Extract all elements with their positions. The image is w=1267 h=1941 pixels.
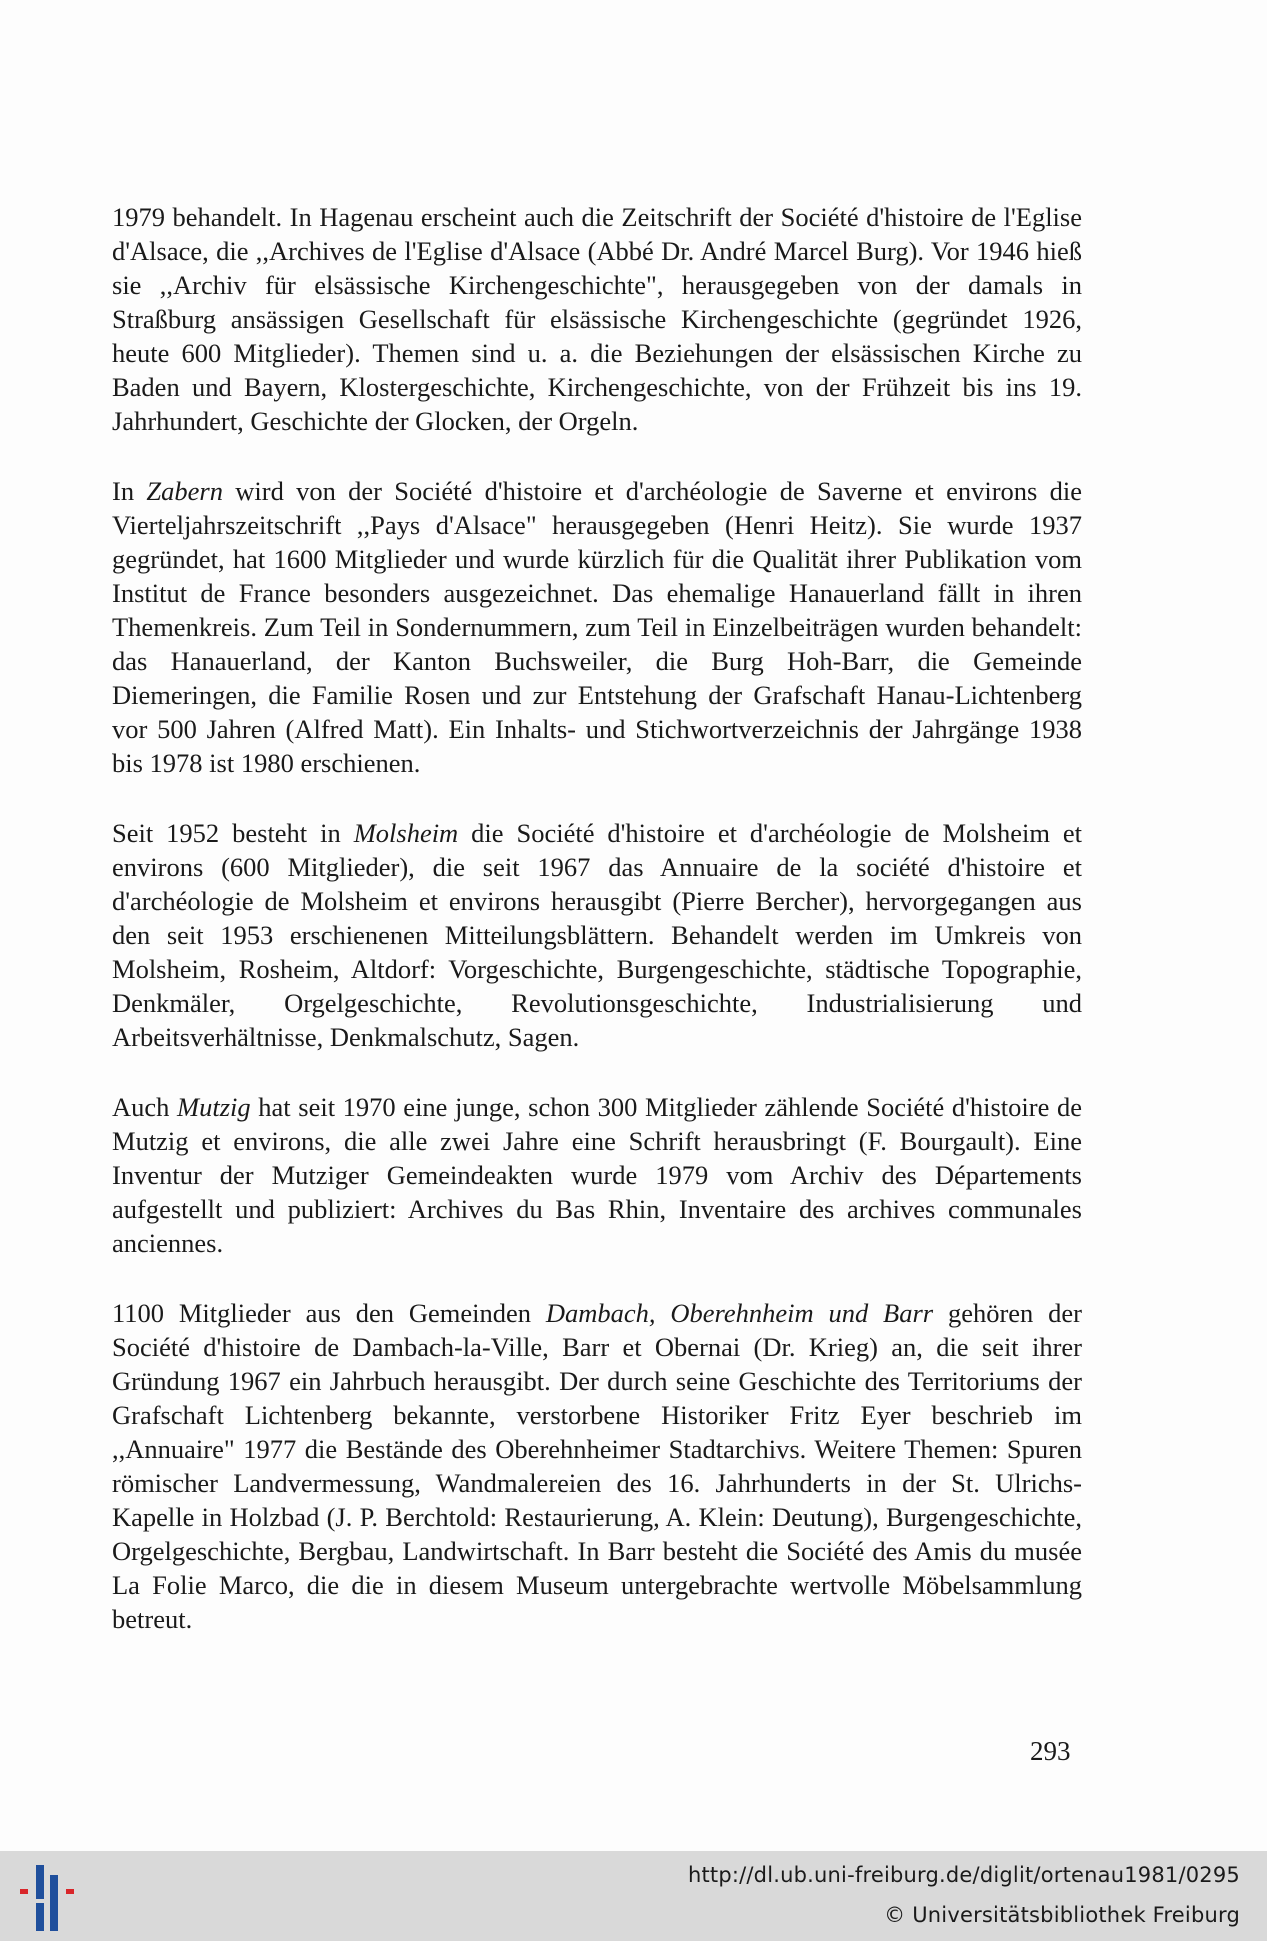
ub-freiburg-logo-icon (20, 1865, 80, 1931)
footer-bar (0, 1851, 1267, 1941)
page-number: 293 (1030, 1736, 1071, 1766)
paragraph-2: In Zabern wird von der Société d'histoire et d'archéologie de Saverne et environs die Vierteljahrszeitschrift ,,Pays d'Alsace" herausgegeben (Henri Heitz). Sie wurde 1937 gegründet, hat 1600 Mitglieder und wurde kürzlich für die Qualität ihrer Publikation vom Institut de France besonders ausgezeichnet. Das ehemalige Hanauerland fällt in ihren Themenkreis. Zum Teil in Sondernummern, zum Teil in Einzelbeiträgen wurden behandelt: das Hanauerland, der Kanton Buchsweiler, die Burg Hoh-Barr, die Gemeinde Diemeringen, die Familie Rosen und zur Entstehung der Grafschaft Hanau-Lichtenberg vor 500 Jahren (Alfred Matt). Ein Inhalts- und Stichwortverzeichnis der Jahrgänge 1938 bis 1978 ist 1980 erschienen. (112, 476, 1082, 778)
footer-copyright: © Universitätsbibliothek Freiburg (884, 1903, 1240, 1927)
paragraph-4: Auch Mutzig hat seit 1970 eine junge, schon 300 Mitglieder zählende Société d'histoire de Mutzig et environs, die alle zwei Jahre eine Schrift herausbringt (F. Bourgault). Eine Inventur der Mutziger Gemeindeakten wurde 1979 vom Archiv des Départements aufgestellt und publiziert: Archives du Bas Rhin, Inventaire des archives communales anciennes. (112, 1092, 1082, 1258)
paragraph-3: Seit 1952 besteht in Molsheim die Société d'histoire et d'archéologie de Molsheim et environs (600 Mitglieder), die seit 1967 das Annuaire de la société d'histoire et d'archéologie de Molsheim et environs herausgibt (Pierre Bercher), hervorgegangen aus den seit 1953 erschienenen Mitteilungsblättern. Behandelt werden im Umkreis von Molsheim, Rosheim, Altdorf: Vorgeschichte, Burgengeschichte, städtische Topographie, Denkmäler, Orgelgeschichte, Revolutionsgeschichte, Industrialisierung und Arbeitsverhältnisse, Denkmalschutz, Sagen. (112, 818, 1082, 1052)
page-text (112, 200, 1082, 1672)
footer-url-link[interactable]: http://dl.ub.uni-freiburg.de/diglit/ortenau1981/0295 (687, 1863, 1240, 1887)
paragraph-5: 1100 Mitglieder aus den Gemeinden Dambach, Oberehnheim und Barr gehören der Société d'histoire de Dambach-la-Ville, Barr et Obernai (Dr. Krieg) an, die seit ihrer Gründung 1967 ein Jahrbuch herausgibt. Der durch seine Geschichte des Territoriums der Grafschaft Lichtenberg bekannte, verstorbene Historiker Fritz Eyer beschrieb im ,,Annuaire" 1977 die Bestände des Oberehnheimer Stadtarchivs. Weitere Themen: Spuren römischer Landvermessung, Wandmalereien des 16. Jahrhunderts in der St. Ulrichs-Kapelle in Holzbad (J. P. Berchtold: Restaurierung, A. Klein: Deutung), Burgengeschichte, Orgelgeschichte, Bergbau, Landwirtschaft. In Barr besteht die Société des Amis du musée La Folie Marco, die die in diesem Museum untergebrachte wertvolle Möbelsammlung betreut. (112, 1298, 1082, 1634)
paragraph-1: 1979 behandelt. In Hagenau erscheint auch die Zeitschrift der Société d'histoire de l'Eglise d'Alsace, die ,,Archives de l'Eglise d'Alsace (Abbé Dr. André Marcel Burg). Vor 1946 hieß sie ,,Archiv für elsässische Kirchengeschichte", herausgegeben von der damals in Straßburg ansässigen Gesellschaft für elsässische Kirchengeschichte (gegründet 1926, heute 600 Mitglieder). Themen sind u. a. die Beziehungen der elsässischen Kirche zu Baden und Bayern, Klostergeschichte, Kirchengeschichte, von der Frühzeit bis ins 19. Jahrhundert, Geschichte der Glocken, der Orgeln. (112, 202, 1082, 436)
